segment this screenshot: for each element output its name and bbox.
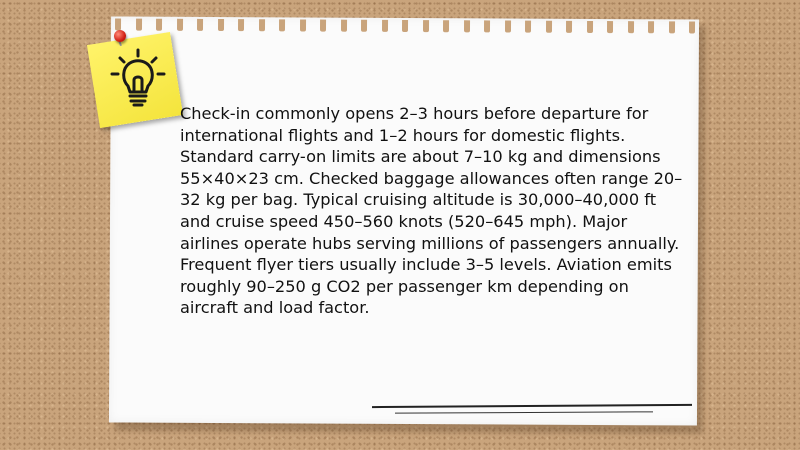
note-paragraph: Check-in commonly opens 2–3 hours before departure for international flights and 1–2 hours for domestic flights. Standard carry-on limits are about 7–10 kg and dimensions 55×40×23 cm. Checked baggage allowances often range 20–32 kg per bag. Typical cruising altitude is 30,000–40,000 ft and cruise speed 450–560 knots (520–645 mph). Major airlines operate hubs serving millions of passengers annually. Frequent flyer tiers usually include 3–5 levels. Aviation emits roughly 90–250 g CO2 per passenger km depending on aircraft and load factor. xyxy=(180,104,683,318)
lightbulb-icon xyxy=(108,46,168,110)
push-pin-icon xyxy=(114,30,126,42)
torn-edge xyxy=(115,18,695,33)
